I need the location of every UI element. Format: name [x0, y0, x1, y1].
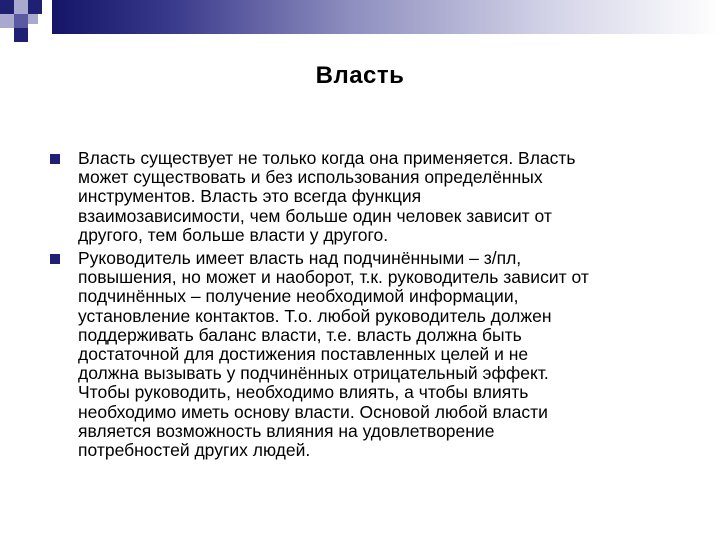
bullet-text-line: должна вызывать у подчинённых отрицательный эффект.: [78, 363, 549, 384]
bullet-text-line: потребностей других людей.: [78, 440, 311, 461]
bullet-item: [48, 149, 668, 245]
corner-square: [28, 0, 42, 14]
bullet-text-line: необходимо иметь основу власти. Основой любой власти: [78, 401, 548, 422]
bullet-text-line: инструментов. Власть это всегда функция: [78, 186, 422, 207]
corner-square: [0, 0, 14, 14]
bullet-text-line: Руководитель имеет власть над подчинёнными – з/пл,: [78, 248, 522, 269]
bullet-text-line: Власть существует не только когда она применяется. Власть: [78, 148, 576, 168]
bullet-text-line: установление контактов. Т.о. любой руководитель должен: [78, 305, 552, 326]
bullet-item: [48, 249, 668, 460]
bullet-text-line: Чтобы руководить, необходимо влиять, а чтобы влиять: [78, 382, 529, 403]
corner-square: [0, 14, 14, 28]
bullet-text-line: достаточной для достижения поставленных целей и не: [78, 344, 529, 365]
bullet-text-line: является возможность влияния на удовлетворение: [78, 420, 495, 441]
header-gradient-band: [52, 0, 720, 34]
bullet-list: [48, 149, 668, 464]
bullet-text-line: другого, тем больше власти у другого.: [78, 224, 389, 245]
corner-square: [14, 28, 28, 42]
bullet-text-line: подчинённых – получение необходимой информации,: [78, 286, 519, 307]
corner-square: [14, 0, 28, 14]
corner-square: [14, 14, 28, 28]
square-bullet-icon: [50, 154, 60, 164]
bullet-text-line: поддерживать баланс власти, т.е. власть должна быть: [78, 324, 522, 345]
bullet-text-line: может существовать и без использования определённых: [78, 167, 543, 188]
corner-square: [28, 14, 38, 24]
bullet-text-line: взаимозависимости, чем больше один человек зависит от: [78, 205, 552, 226]
bullet-text-line: повышения, но может и наоборот, т.к. руководитель зависит от: [78, 267, 589, 288]
slide-title: Власть: [315, 62, 405, 89]
square-bullet-icon: [50, 254, 60, 264]
